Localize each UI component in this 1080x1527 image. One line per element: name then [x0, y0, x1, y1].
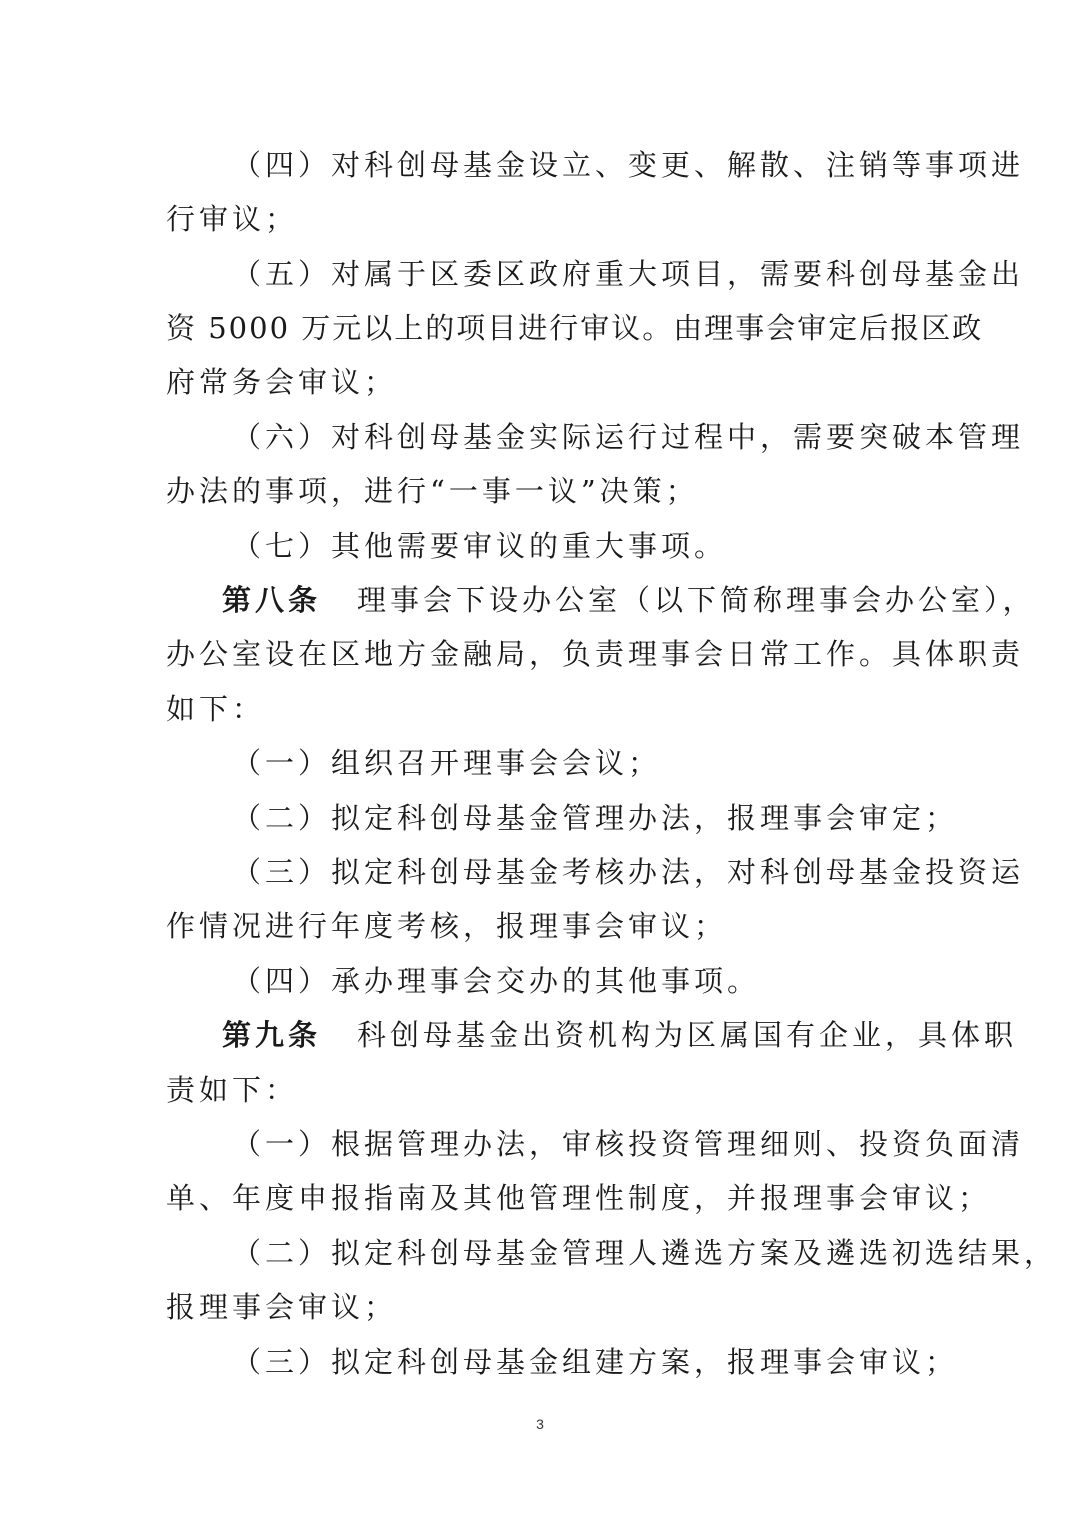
article-heading: 第八条 [222, 583, 322, 617]
article-heading: 第九条 [222, 1018, 322, 1052]
text-line: （一）根据管理办法，审核投资管理细则、投资负面清 [232, 1127, 1025, 1161]
text-line: （三）拟定科创母基金组建方案，报理事会审议； [232, 1345, 959, 1379]
text-line: （五）对属于区委区政府重大项目，需要科创母基金出 [232, 257, 1025, 291]
text-line: （二）拟定科创母基金管理办法，报理事会审定； [232, 801, 959, 835]
text-line: （二）拟定科创母基金管理人遴选方案及遴选初选结果， [232, 1236, 1058, 1270]
page-number: 3 [536, 1416, 544, 1432]
text-line: 报理事会审议； [166, 1290, 398, 1324]
text-line: 单、年度申报指南及其他管理性制度，并报理事会审议； [166, 1181, 992, 1215]
text-line: 如下： [166, 692, 266, 726]
text-line: 资 5000 万元以上的项目进行审议。由理事会审定后报区政 [166, 311, 984, 345]
text-line: （三）拟定科创母基金考核办法，对科创母基金投资运 [232, 855, 1025, 889]
text-line: （四）承办理事会交办的其他事项。 [232, 964, 761, 998]
text-line: （六）对科创母基金实际运行过程中，需要突破本管理 [232, 420, 1025, 454]
text-line: 办法的事项，进行“一事一议”决策； [166, 474, 699, 508]
text-line: （七）其他需要审议的重大事项。 [232, 529, 728, 563]
text-line: 作情况进行年度考核，报理事会审议； [166, 909, 728, 943]
article-line: 第九条 科创母基金出资机构为区属国有企业，具体职 [222, 1018, 1018, 1052]
text-line: 办公室设在区地方金融局，负责理事会日常工作。具体职责 [166, 637, 1025, 671]
text-line: 责如下： [166, 1073, 299, 1107]
text-line: （一）组织召开理事会会议； [232, 746, 662, 780]
text-line: 行审议； [166, 202, 299, 236]
text-line: （四）对科创母基金设立、变更、解散、注销等事项进 [232, 148, 1025, 182]
article-line: 第八条 理事会下设办公室（以下简称理事会办公室）， [222, 583, 1036, 617]
text-line: 府常务会审议； [166, 365, 398, 399]
